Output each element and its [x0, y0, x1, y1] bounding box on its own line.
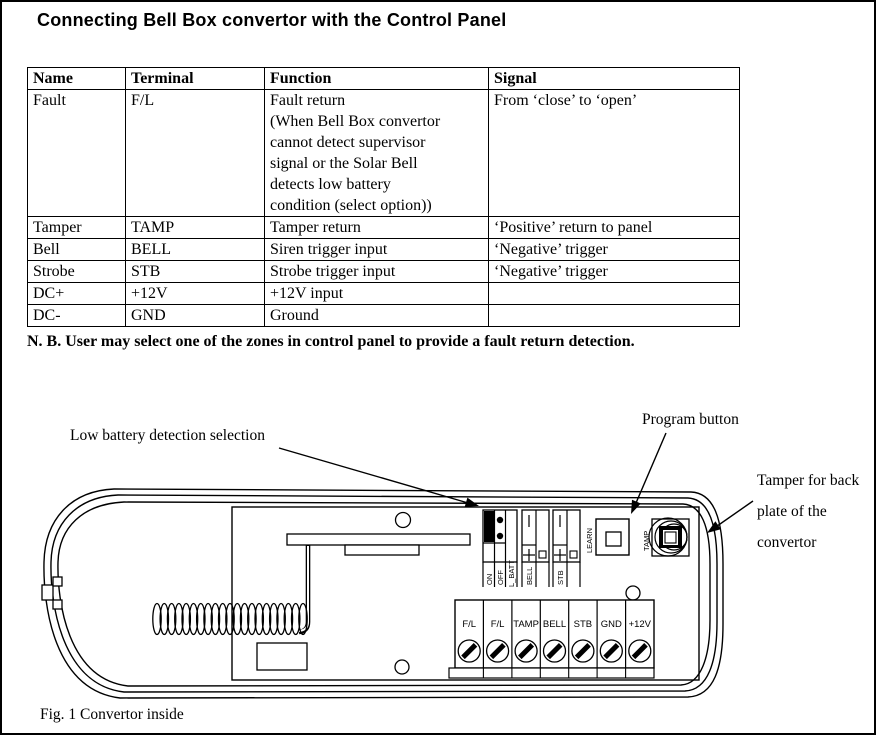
cell-function: [265, 90, 489, 217]
cell-terminal: F/L: [126, 90, 265, 217]
antenna-assembly: [153, 534, 470, 670]
svg-text:F/L: F/L: [490, 619, 505, 630]
function-line: Fault return: [270, 92, 346, 109]
cell-name: DC+: [28, 283, 126, 305]
cell-name: Strobe: [28, 261, 126, 283]
terminal-table: [27, 67, 740, 327]
switch-slider: [484, 511, 495, 542]
cell-terminal: GND: [126, 305, 265, 327]
cell-terminal: STB: [126, 261, 265, 283]
low-battery-callout: Low battery detection selection: [70, 427, 265, 444]
svg-text:OFF: OFF: [496, 570, 505, 585]
svg-text:ON: ON: [485, 573, 494, 585]
svg-text:+12V: +12V: [628, 619, 652, 630]
svg-text:LEARN: LEARN: [585, 527, 594, 553]
hole-icon: [395, 660, 409, 674]
svg-text:Tamper for back: Tamper for back: [757, 472, 860, 489]
svg-text:GND: GND: [600, 619, 622, 630]
cell-signal: ‘Negative’ trigger: [489, 261, 740, 283]
table-row: [28, 305, 740, 327]
arrowhead-icon: [465, 498, 479, 507]
cell-function: Tamper return: [265, 217, 489, 239]
cell-terminal: +12V: [126, 283, 265, 305]
table-row: [28, 283, 740, 305]
page-title: Connecting Bell Box convertor with the Control Panel: [37, 10, 507, 30]
table-header-row: [28, 68, 740, 90]
nb-note: N. B. User may select one of the zones in control panel to provide a fault return detection.: [27, 333, 635, 350]
col-header-function: Function: [265, 68, 489, 90]
cell-signal: [489, 283, 740, 305]
figure-caption: Fig. 1 Convertor inside: [40, 706, 184, 723]
cell-signal: ‘Positive’ return to panel: [489, 217, 740, 239]
svg-text:convertor: convertor: [757, 534, 817, 551]
program-button-callout: Program button: [642, 411, 739, 428]
component-box: [257, 643, 307, 670]
svg-text:TAMP: TAMP: [642, 530, 651, 551]
tamper-switch: [642, 518, 689, 556]
bar-sub-component: [345, 545, 419, 555]
cell-terminal: TAMP: [126, 217, 265, 239]
bar-component: [287, 534, 470, 545]
col-header-signal: Signal: [489, 68, 740, 90]
cell-signal: [489, 305, 740, 327]
table-row: [28, 217, 740, 239]
bell-jumper-block: [522, 510, 549, 587]
tamper-callout: [757, 472, 859, 551]
cell-name: DC-: [28, 305, 126, 327]
svg-text:L_BATT: L_BATT: [507, 560, 516, 587]
svg-text:TAMP: TAMP: [513, 619, 539, 630]
coil-icon: [153, 604, 307, 635]
svg-text:STB: STB: [573, 619, 593, 630]
svg-text:plate of the: plate of the: [757, 503, 827, 520]
svg-text:BELL: BELL: [525, 566, 534, 585]
cell-function: Strobe trigger input: [265, 261, 489, 283]
svg-text:STB: STB: [556, 570, 565, 585]
col-header-terminal: Terminal: [126, 68, 265, 90]
table-row: [28, 261, 740, 283]
table-row: [28, 90, 740, 217]
svg-text:F/L: F/L: [462, 619, 477, 630]
function-line: (When Bell Box convertor: [270, 113, 441, 130]
cell-function: Ground: [265, 305, 489, 327]
svg-text:BELL: BELL: [542, 619, 567, 630]
function-line: cannot detect supervisor: [270, 134, 426, 151]
cell-terminal: BELL: [126, 239, 265, 261]
cell-name: Tamper: [28, 217, 126, 239]
cell-function: +12V input: [265, 283, 489, 305]
hole-icon: [396, 513, 411, 528]
hole-icon: [626, 586, 640, 600]
cell-name: Fault: [28, 90, 126, 217]
terminal-block: [449, 600, 654, 678]
cell-signal: From ‘close’ to ‘open’: [489, 90, 740, 217]
table-row: [28, 239, 740, 261]
convertor-diagram: [2, 402, 876, 714]
function-line: signal or the Solar Bell: [270, 155, 418, 172]
function-line: detects low battery: [270, 176, 391, 193]
cell-function: Siren trigger input: [265, 239, 489, 261]
cell-name: Bell: [28, 239, 126, 261]
col-header-name: Name: [28, 68, 126, 90]
learn-program-button: [585, 519, 629, 555]
stb-jumper-block: [553, 510, 580, 587]
cell-signal: ‘Negative’ trigger: [489, 239, 740, 261]
function-line: condition (select option)): [270, 197, 432, 214]
low-battery-switch: [483, 510, 517, 587]
